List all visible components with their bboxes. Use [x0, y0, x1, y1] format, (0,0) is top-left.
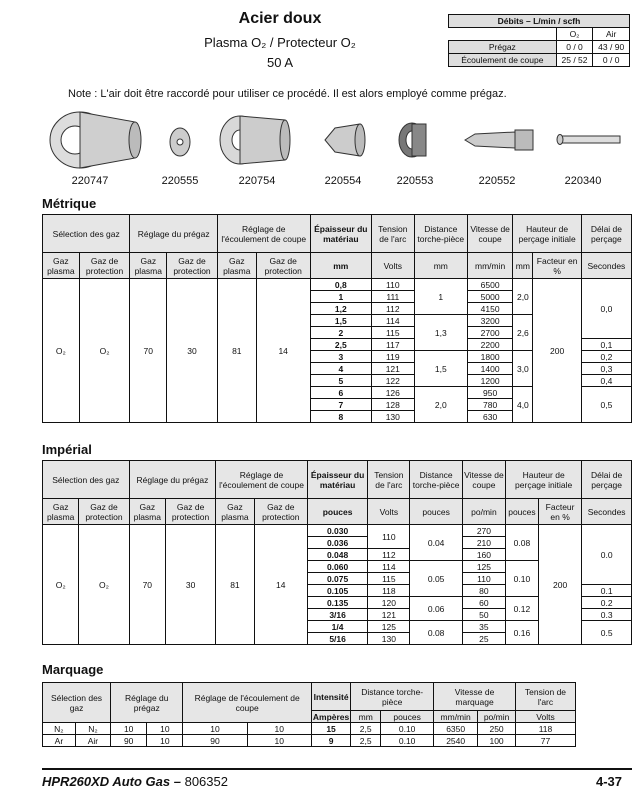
- cell-tension: 126: [371, 387, 414, 399]
- cell-vitesse: 6500: [467, 279, 512, 291]
- cell-delai: 0.2: [582, 597, 632, 609]
- mark-cell: 90: [183, 735, 247, 747]
- section-marquage: Marquage: [42, 662, 104, 677]
- hdr-reglage-pregaz: Réglage du prégaz: [129, 461, 216, 499]
- part-number: 220552: [478, 175, 516, 187]
- mark-cell: Ar: [43, 735, 76, 747]
- hdr-gaz-plasma: Gaz plasma: [43, 499, 79, 525]
- unit-delai: Secondes: [582, 499, 632, 525]
- flow-cell: 25 / 52: [556, 54, 593, 67]
- unit-hauteur: mm: [513, 253, 533, 279]
- water-tube-icon: [557, 135, 620, 145]
- cell-gaz-protection: O₂: [79, 279, 130, 423]
- cell-vitesse: 950: [467, 387, 512, 399]
- unit-delai: Secondes: [581, 253, 631, 279]
- cell-vitesse: 110: [462, 573, 505, 585]
- hdr-vitesse-marquage: Vitesse de marquage: [434, 683, 516, 711]
- cell-epaisseur: 0.075: [307, 573, 367, 585]
- part-number: 220747: [71, 175, 109, 187]
- mark-cell: 2540: [434, 735, 478, 747]
- unit-vitesse: mm/min: [467, 253, 512, 279]
- cell-pregaz-plasma: 70: [130, 279, 167, 423]
- cell-hauteur: 0.08: [505, 525, 538, 561]
- cell-epaisseur: 1,2: [310, 303, 371, 315]
- hdr-reglage-ecoulement: Réglage de l'écoulement de coupe: [216, 461, 308, 499]
- cell-epaisseur: 8: [310, 411, 371, 423]
- cell-facteur: 200: [538, 525, 581, 645]
- cell-delai: 0,0: [581, 279, 631, 339]
- footer-doc-number: 806352: [184, 774, 228, 789]
- metric-table: [42, 214, 632, 423]
- cell-epaisseur: 0.060: [307, 561, 367, 573]
- cell-tension: 119: [371, 351, 414, 363]
- cell-vitesse: 780: [467, 399, 512, 411]
- unit-vitesse: po/min: [462, 499, 505, 525]
- nozzle-icon: [220, 116, 290, 164]
- mark-cell: 10: [247, 735, 311, 747]
- note-text: Note : L'air doit être raccordé pour utiliser ce procédé. Il est alors employé comme prégaz.: [68, 88, 507, 100]
- footer-model: [42, 774, 228, 789]
- cell-hauteur: 2,6: [513, 315, 533, 351]
- unit-mmmin: mm/min: [434, 711, 478, 723]
- cell-delai: 0,3: [581, 363, 631, 375]
- mark-cell: Air: [75, 735, 110, 747]
- flow-cell: 0 / 0: [593, 54, 630, 67]
- mark-cell: N₂: [75, 723, 110, 735]
- hdr-reglage-pregaz: Réglage du prégaz: [111, 683, 183, 723]
- unit-distance: mm: [414, 253, 467, 279]
- cell-epaisseur: 0,8: [310, 279, 371, 291]
- cell-tension: 114: [371, 315, 414, 327]
- cell-tension: 114: [368, 561, 410, 573]
- nozzle-retaining-cap-icon: [50, 112, 141, 168]
- cell-tension: 112: [368, 549, 410, 561]
- consumables-illustration: [40, 110, 640, 180]
- hdr-gaz-plasma: Gaz plasma: [130, 253, 167, 279]
- cell-delai: 0,1: [581, 339, 631, 351]
- cell-epaisseur: 4: [310, 363, 371, 375]
- cell-epaisseur: 0.048: [307, 549, 367, 561]
- cell-epaisseur: 0.036: [307, 537, 367, 549]
- mark-cell: N₂: [43, 723, 76, 735]
- unit-mm: mm: [351, 711, 381, 723]
- part-number: 220555: [161, 175, 199, 187]
- unit-ep: pouces: [307, 499, 367, 525]
- hdr-tension: Tension de l'arc: [371, 215, 414, 253]
- cell-vitesse: 35: [462, 621, 505, 633]
- cell-tension: 110: [371, 279, 414, 291]
- hdr-distance: Distance torche-pièce: [410, 461, 462, 499]
- flow-col-air: Air: [593, 28, 630, 41]
- hdr-facteur: Facteur en %: [538, 499, 581, 525]
- cell-pregaz-protection: 30: [165, 525, 215, 645]
- unit-distance: pouces: [410, 499, 462, 525]
- hdr-epaisseur: Épaisseur du matériau: [310, 215, 371, 253]
- cell-epaisseur: 3: [310, 351, 371, 363]
- unit-amperes: Ampères: [312, 711, 350, 722]
- cell-hauteur: 0.10: [505, 561, 538, 597]
- cell-tension: 121: [371, 363, 414, 375]
- flow-col-o2: O₂: [556, 28, 593, 41]
- nozzle-tip-icon: [325, 124, 365, 156]
- hdr-selection-gaz: Sélection des gaz: [43, 215, 130, 253]
- mark-cell: 118: [515, 723, 575, 735]
- cell-epaisseur: 1/4: [307, 621, 367, 633]
- cell-vitesse: 3200: [467, 315, 512, 327]
- hdr-gaz-plasma: Gaz plasma: [217, 253, 256, 279]
- mark-cell: 0.10: [381, 735, 434, 747]
- cell-ecoul-protection: 14: [256, 279, 310, 423]
- cell-epaisseur: 2,5: [310, 339, 371, 351]
- footer-model-name: HPR260XD Auto Gas: [42, 774, 171, 789]
- hdr-gaz-plasma: Gaz plasma: [216, 499, 254, 525]
- cell-epaisseur: 1,5: [310, 315, 371, 327]
- mark-cell: 10: [247, 723, 311, 735]
- hdr-selection-gaz: Sélection des gaz: [43, 683, 111, 723]
- cell-epaisseur: 2: [310, 327, 371, 339]
- cell-epaisseur: 3/16: [307, 609, 367, 621]
- marking-table: [42, 682, 576, 747]
- cell-distance: 0.06: [410, 597, 462, 621]
- flow-row-label: Écoulement de coupe: [449, 54, 557, 67]
- current-rating: 50 A: [266, 55, 294, 70]
- cell-tension: 122: [371, 375, 414, 387]
- hdr-delai: Délai de perçage: [582, 461, 632, 499]
- hdr-gaz-plasma: Gaz plasma: [43, 253, 80, 279]
- mark-cell: 250: [478, 723, 516, 735]
- cell-tension: 125: [368, 621, 410, 633]
- part-number: 220754: [238, 175, 276, 187]
- cell-delai: 0,4: [581, 375, 631, 387]
- swirl-ring-icon: [399, 123, 426, 157]
- shield-icon: [170, 128, 190, 156]
- cell-epaisseur: 6: [310, 387, 371, 399]
- footer-rule: [42, 768, 632, 770]
- mark-cell: 10: [111, 723, 147, 735]
- unit-tension: Volts: [371, 253, 414, 279]
- mark-cell: 9: [311, 735, 350, 747]
- hdr-gaz-protection: Gaz de protection: [167, 253, 218, 279]
- imperial-table: [42, 460, 632, 645]
- cell-epaisseur: 0.105: [307, 585, 367, 597]
- cell-vitesse: 5000: [467, 291, 512, 303]
- hdr-reglage-ecoulement: Réglage de l'écoulement de coupe: [183, 683, 311, 723]
- unit-tension: Volts: [368, 499, 410, 525]
- hdr-selection-gaz: Sélection des gaz: [43, 461, 130, 499]
- cell-tension: 120: [368, 597, 410, 609]
- hdr-delai: Délai de perçage: [581, 215, 631, 253]
- cell-vitesse: 125: [462, 561, 505, 573]
- cell-vitesse: 270: [462, 525, 505, 537]
- section-imperial: Impérial: [42, 442, 92, 457]
- hdr-gaz-protection: Gaz de protection: [256, 253, 310, 279]
- cell-epaisseur: 0.030: [307, 525, 367, 537]
- cell-epaisseur: 5: [310, 375, 371, 387]
- cell-distance: 0.04: [410, 525, 462, 561]
- cell-facteur: 200: [533, 279, 581, 423]
- cell-vitesse: 80: [462, 585, 505, 597]
- mark-cell: 10: [183, 723, 247, 735]
- hdr-facteur: Facteur en %: [533, 253, 581, 279]
- cell-tension: 111: [371, 291, 414, 303]
- footer-dash: –: [173, 774, 181, 789]
- page-title: Acier doux: [238, 10, 322, 27]
- cell-distance: 1,5: [414, 351, 467, 387]
- cell-vitesse: 25: [462, 633, 505, 645]
- hdr-hauteur: Hauteur de perçage initiale: [505, 461, 581, 499]
- mark-cell: 15: [311, 723, 350, 735]
- cell-hauteur: 4,0: [513, 387, 533, 423]
- cell-delai: 0,2: [581, 351, 631, 363]
- mark-cell: 10: [147, 723, 183, 735]
- hdr-epaisseur: Épaisseur du matériau: [307, 461, 367, 499]
- cell-tension: 112: [371, 303, 414, 315]
- part-number: 220340: [564, 175, 602, 187]
- mark-cell: 77: [515, 735, 575, 747]
- mark-cell: 6350: [434, 723, 478, 735]
- cell-delai: 0.3: [582, 609, 632, 621]
- cell-epaisseur: 7: [310, 399, 371, 411]
- hdr-distance: Distance torche-pièce: [414, 215, 467, 253]
- cell-tension: 110: [368, 525, 410, 549]
- unit-ep: mm: [310, 253, 371, 279]
- cell-vitesse: 160: [462, 549, 505, 561]
- cell-vitesse: 2200: [467, 339, 512, 351]
- cell-vitesse: 50: [462, 609, 505, 621]
- mark-cell: 2,5: [351, 723, 381, 735]
- cell-vitesse: 1800: [467, 351, 512, 363]
- cell-delai: 0.5: [582, 621, 632, 645]
- cell-epaisseur: 5/16: [307, 633, 367, 645]
- cell-delai: 0.1: [582, 585, 632, 597]
- electrode-icon: [465, 130, 533, 150]
- hdr-gaz-protection: Gaz de protection: [254, 499, 307, 525]
- cell-hauteur: 0.16: [505, 621, 538, 645]
- cell-vitesse: 60: [462, 597, 505, 609]
- flow-title: Débits – L/min / scfh: [449, 15, 630, 28]
- hdr-tension: Tension de l'arc: [368, 461, 410, 499]
- mark-cell: 100: [478, 735, 516, 747]
- unit-pouces: pouces: [381, 711, 434, 723]
- cell-tension: 117: [371, 339, 414, 351]
- hdr-reglage-ecoulement: Réglage de l'écoulement de coupe: [217, 215, 310, 253]
- cell-epaisseur: 1: [310, 291, 371, 303]
- cell-tension: 130: [368, 633, 410, 645]
- process-line: Plasma O₂ / Protecteur O₂: [204, 35, 356, 50]
- cell-vitesse: 1200: [467, 375, 512, 387]
- mark-cell: 90: [111, 735, 147, 747]
- hdr-hauteur: Hauteur de perçage initiale: [513, 215, 581, 253]
- cell-gaz-plasma: O₂: [43, 279, 80, 423]
- cell-hauteur: 0.12: [505, 597, 538, 621]
- cell-tension: 128: [371, 399, 414, 411]
- flow-row-label: Prégaz: [449, 41, 557, 54]
- hdr-gaz-protection: Gaz de protection: [79, 253, 130, 279]
- cell-distance: 1: [414, 279, 467, 315]
- cell-vitesse: 630: [467, 411, 512, 423]
- hdr-gaz-plasma: Gaz plasma: [129, 499, 165, 525]
- section-metric: Métrique: [42, 196, 97, 211]
- hdr-intensite: Intensité: [311, 683, 350, 711]
- mark-cell: 2,5: [351, 735, 381, 747]
- cell-gaz-protection: O₂: [79, 525, 129, 645]
- cell-vitesse: 210: [462, 537, 505, 549]
- cell-epaisseur: 0.135: [307, 597, 367, 609]
- hdr-distance: Distance torche-pièce: [351, 683, 434, 711]
- cell-vitesse: 4150: [467, 303, 512, 315]
- cell-tension: 130: [371, 411, 414, 423]
- cell-delai: 0.0: [582, 525, 632, 585]
- flow-cell: 0 / 0: [556, 41, 593, 54]
- cell-tension: 118: [368, 585, 410, 597]
- cell-distance: 1,3: [414, 315, 467, 351]
- unit-hauteur: pouces: [505, 499, 538, 525]
- mark-cell: 0.10: [381, 723, 434, 735]
- flow-table: [448, 14, 630, 67]
- cell-pregaz-plasma: 70: [129, 525, 165, 645]
- cell-distance: 0.08: [410, 621, 462, 645]
- unit-volts: Volts: [515, 711, 575, 723]
- page-number: 4-37: [595, 774, 622, 789]
- cell-ecoul-plasma: 81: [217, 279, 256, 423]
- cell-ecoul-protection: 14: [254, 525, 307, 645]
- cell-ecoul-plasma: 81: [216, 525, 254, 645]
- hdr-gaz-protection: Gaz de protection: [79, 499, 129, 525]
- unit-pomin: po/min: [478, 711, 516, 723]
- cell-hauteur: 3,0: [513, 351, 533, 387]
- cell-distance: 0.05: [410, 561, 462, 597]
- part-number: 220553: [396, 175, 434, 187]
- cell-tension: 115: [371, 327, 414, 339]
- cell-pregaz-protection: 30: [167, 279, 218, 423]
- hdr-vitesse: Vitesse de coupe: [462, 461, 505, 499]
- hdr-vitesse: Vitesse de coupe: [467, 215, 512, 253]
- cell-gaz-plasma: O₂: [43, 525, 79, 645]
- mark-cell: 10: [147, 735, 183, 747]
- cell-hauteur: 2,0: [513, 279, 533, 315]
- hdr-tension: Tension de l'arc: [515, 683, 575, 711]
- hdr-reglage-pregaz: Réglage du prégaz: [130, 215, 217, 253]
- cell-tension: 115: [368, 573, 410, 585]
- cell-tension: 121: [368, 609, 410, 621]
- cell-delai: 0,5: [581, 387, 631, 423]
- flow-cell: 43 / 90: [593, 41, 630, 54]
- hdr-gaz-protection: Gaz de protection: [165, 499, 215, 525]
- part-number: 220554: [324, 175, 362, 187]
- cell-vitesse: 1400: [467, 363, 512, 375]
- cell-vitesse: 2700: [467, 327, 512, 339]
- cell-distance: 2,0: [414, 387, 467, 423]
